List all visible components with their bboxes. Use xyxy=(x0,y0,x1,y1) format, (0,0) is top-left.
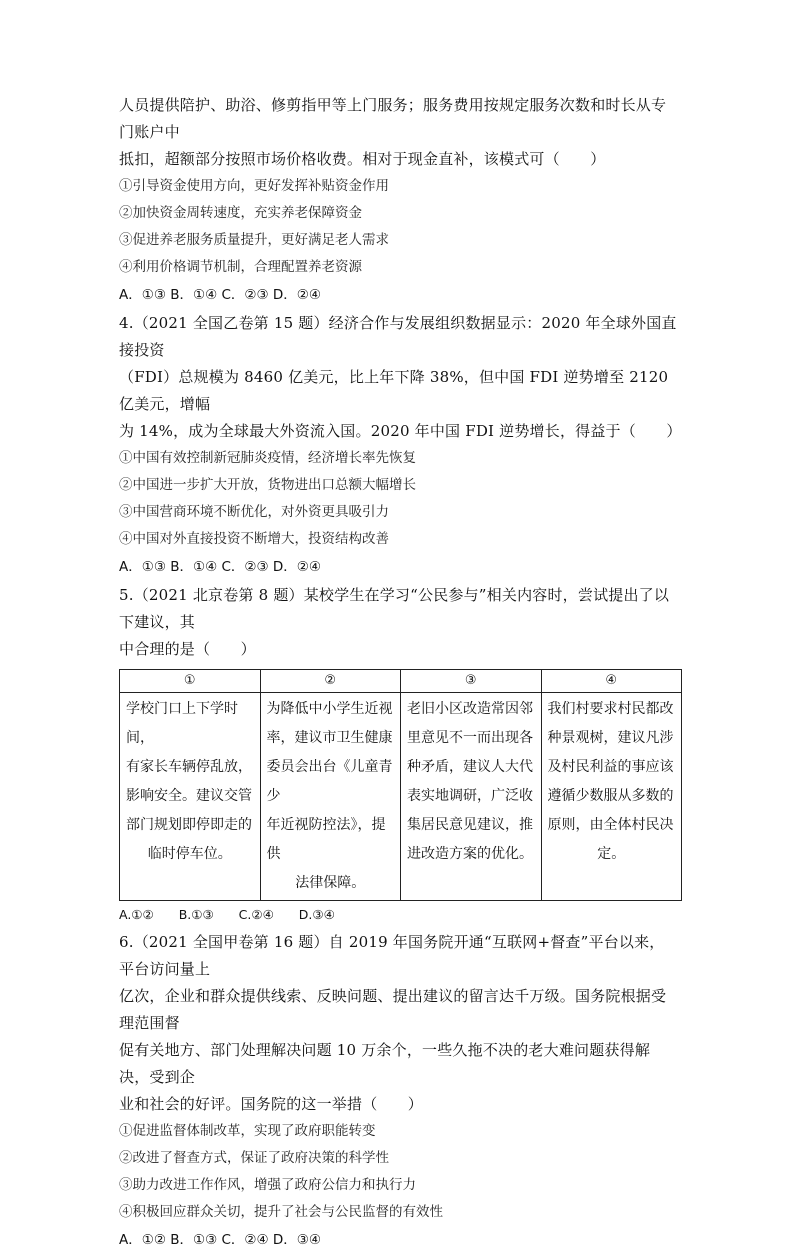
cell-line: 种景观树，建议凡涉 xyxy=(547,730,674,746)
table-cell-1 xyxy=(120,693,261,901)
cell-line: 表实地调研，广泛收 xyxy=(407,788,533,804)
cell-line: 法律保障。 xyxy=(295,875,366,891)
table-cell-3 xyxy=(401,693,542,901)
cell-line: 遵循少数服从多数的 xyxy=(547,788,674,804)
q5-answer-choices: A.①② B.①③ C.②④ D.③④ xyxy=(119,907,335,922)
table-header-row xyxy=(120,670,682,693)
q6-stem-line: 促有关地方、部门处理解决问题 10 万余个，一些久拖不决的老大难问题获得解决，受到企 xyxy=(119,1041,651,1086)
cell-line: 年近视防控法》，提供 xyxy=(266,817,386,862)
table-header-cell: ③ xyxy=(401,670,542,693)
q4-option: ③中国营商环境不断优化，对外资更具吸引力 xyxy=(119,504,389,520)
q4-option: ①中国有效控制新冠肺炎疫情，经济增长率先恢复 xyxy=(119,450,416,466)
q6-stem-line: 亿次，企业和群众提供线索、反映问题、提出建议的留言达千万级。国务院根据受理范围督 xyxy=(119,987,667,1032)
cell-line: 我们村要求村民都改 xyxy=(547,701,674,717)
cell-line: 老旧小区改造常因邻 xyxy=(407,701,533,717)
cell-line: 临时停车位。 xyxy=(147,846,232,862)
q6-stem-line: 6.（2021 全国甲卷第 16 题）自 2019 年国务院开通“互联网+督查”平台以来，平台访问量上 xyxy=(119,933,665,978)
q4-option: ②中国进一步扩大开放，货物进出口总额大幅增长 xyxy=(119,477,416,493)
q3-answer-choices: A．①③ B．①④ C．②③ D．②④ xyxy=(119,287,322,303)
q4-stem-line: 为 14%，成为全球最大外资流入国。2020 年中国 FDI 逆势增长，得益于（ ） xyxy=(119,422,682,440)
q6-option: ①促进监督体制改革，实现了政府职能转变 xyxy=(119,1123,376,1139)
table-cell-2 xyxy=(260,693,401,901)
cell-line: 有家长车辆停乱放， xyxy=(126,759,252,775)
q3-option: ①引导资金使用方向，更好发挥补贴资金作用 xyxy=(119,178,389,194)
cell-line: 率，建议市卫生健康 xyxy=(266,730,393,746)
q3-stem-line: 人员提供陪护、助浴、修剪指甲等上门服务；服务费用按规定服务次数和时长从专门账户中 xyxy=(119,96,667,141)
cell-line: 进改造方案的优化。 xyxy=(407,846,533,862)
cell-line: 定。 xyxy=(597,846,626,862)
document-page xyxy=(119,92,682,1255)
q5-stem-line: 5.（2021 北京卷第 8 题）某校学生在学习“公民参与”相关内容时，尝试提出了以下建议，其 xyxy=(119,586,670,631)
q5-suggestion-table xyxy=(119,669,682,901)
cell-line: 原则，由全体村民决 xyxy=(547,817,674,833)
q3-option: ③促进养老服务质量提升，更好满足老人需求 xyxy=(119,232,389,248)
table-header-cell: ① xyxy=(120,670,261,693)
table-header-cell: ④ xyxy=(541,670,682,693)
q5-stem-line: 中合理的是（ ） xyxy=(119,640,256,658)
table-cell-4 xyxy=(541,693,682,901)
q6-option: ③助力改进工作作风，增强了政府公信力和执行力 xyxy=(119,1177,416,1193)
cell-line: 学校门口上下学时间， xyxy=(126,701,238,746)
q4-answer-choices: A．①③ B．①④ C．②③ D．②④ xyxy=(119,559,322,575)
cell-line: 影响安全。建议交管 xyxy=(126,788,252,804)
table-header-cell: ② xyxy=(260,670,401,693)
cell-line: 集居民意见建议，推 xyxy=(407,817,533,833)
table-row xyxy=(120,693,682,901)
q6-stem-line: 业和社会的好评。国务院的这一举措（ ） xyxy=(119,1095,424,1113)
q6-option: ②改进了督查方式，保证了政府决策的科学性 xyxy=(119,1150,389,1166)
cell-line: 委员会出台《儿童青少 xyxy=(266,759,393,804)
q4-stem-line: 4.（2021 全国乙卷第 15 题）经济合作与发展组织数据显示：2020 年全球外国直接投资 xyxy=(119,314,677,359)
cell-line: 为降低中小学生近视 xyxy=(266,701,393,717)
q3-option: ②加快资金周转速度，充实养老保障资金 xyxy=(119,205,362,221)
q3-option: ④利用价格调节机制，合理配置养老资源 xyxy=(119,259,362,275)
cell-line: 里意见不一而出现各 xyxy=(407,730,533,746)
cell-line: 种矛盾，建议人大代 xyxy=(407,759,533,775)
q4-stem-line: （FDI）总规模为 8460 亿美元，比上年下降 38%，但中国 FDI 逆势增至 2120 亿美元，增幅 xyxy=(119,368,669,413)
q6-answer-choices: A．①② B．①③ C．②④ D．③④ xyxy=(119,1232,322,1248)
cell-line: 及村民利益的事应该 xyxy=(547,759,674,775)
q3-stem-line: 抵扣，超额部分按照市场价格收费。相对于现金直补，该模式可（ ） xyxy=(119,150,606,168)
cell-line: 部门规划即停即走的 xyxy=(126,817,252,833)
q6-option: ④积极回应群众关切，提升了社会与公民监督的有效性 xyxy=(119,1204,443,1220)
q4-option: ④中国对外直接投资不断增大，投资结构改善 xyxy=(119,531,389,547)
